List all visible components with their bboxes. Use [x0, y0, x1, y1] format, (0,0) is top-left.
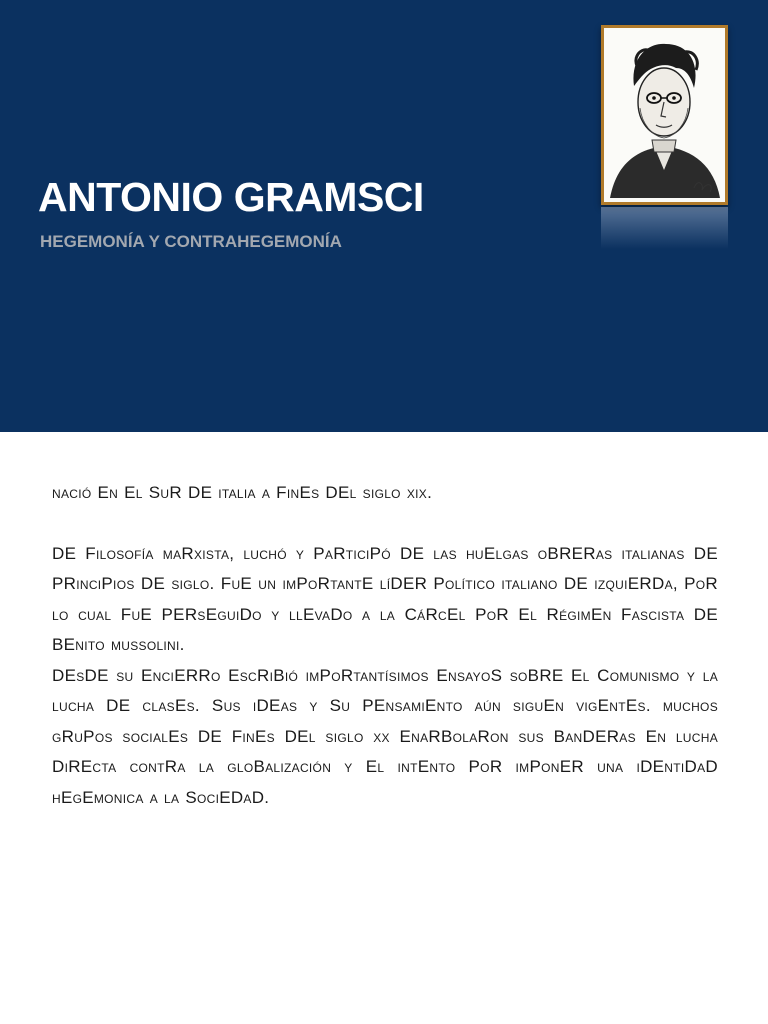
slide-subtitle: HEGEMONÍA Y CONTRAHEGEMONÍA [40, 232, 342, 251]
portrait-reflection [601, 207, 728, 249]
header-band [0, 0, 768, 432]
body-text [52, 478, 718, 813]
portrait-frame [601, 25, 728, 205]
paragraph-birth: nació En El SuR DE italia a FinEs DEl siglo xix. [52, 483, 433, 502]
slide-title: ANTONIO GRAMSCI [38, 174, 424, 220]
portrait-sketch-icon [604, 28, 725, 202]
paragraph-legacy: DEsDE su EnciERRo EscRiBió imPoRtantísimos EnsayoS soBRE El Comunismo y la lucha DE clasEs. Sus iDEas y Su PEnsamiEnto aún siguEn vigEntEs. muchos gRuPos socialEs DE FinEs DEl siglo xx EnaRBolaRon sus BanDERas En lucha DiREcta contRa la gloBalización y El intEnto PoR imPonER una iDEntiDaD hEgEmonica a la SociEDaD. [52, 665, 718, 807]
paragraph-political-life: DE Filosofía maRxista, luchó y PaRticiPó DE las huElgas oBRERas italianas DE PRinciPios DE siglo. FuE un imPoRtantE líDER Político italiano DE izquiERDa, PoR lo cual FuE PERsEguiDo y llEvaDo a la CáRcEl PoR El RégimEn Fascista DE BEnito mussolini. [52, 543, 718, 654]
